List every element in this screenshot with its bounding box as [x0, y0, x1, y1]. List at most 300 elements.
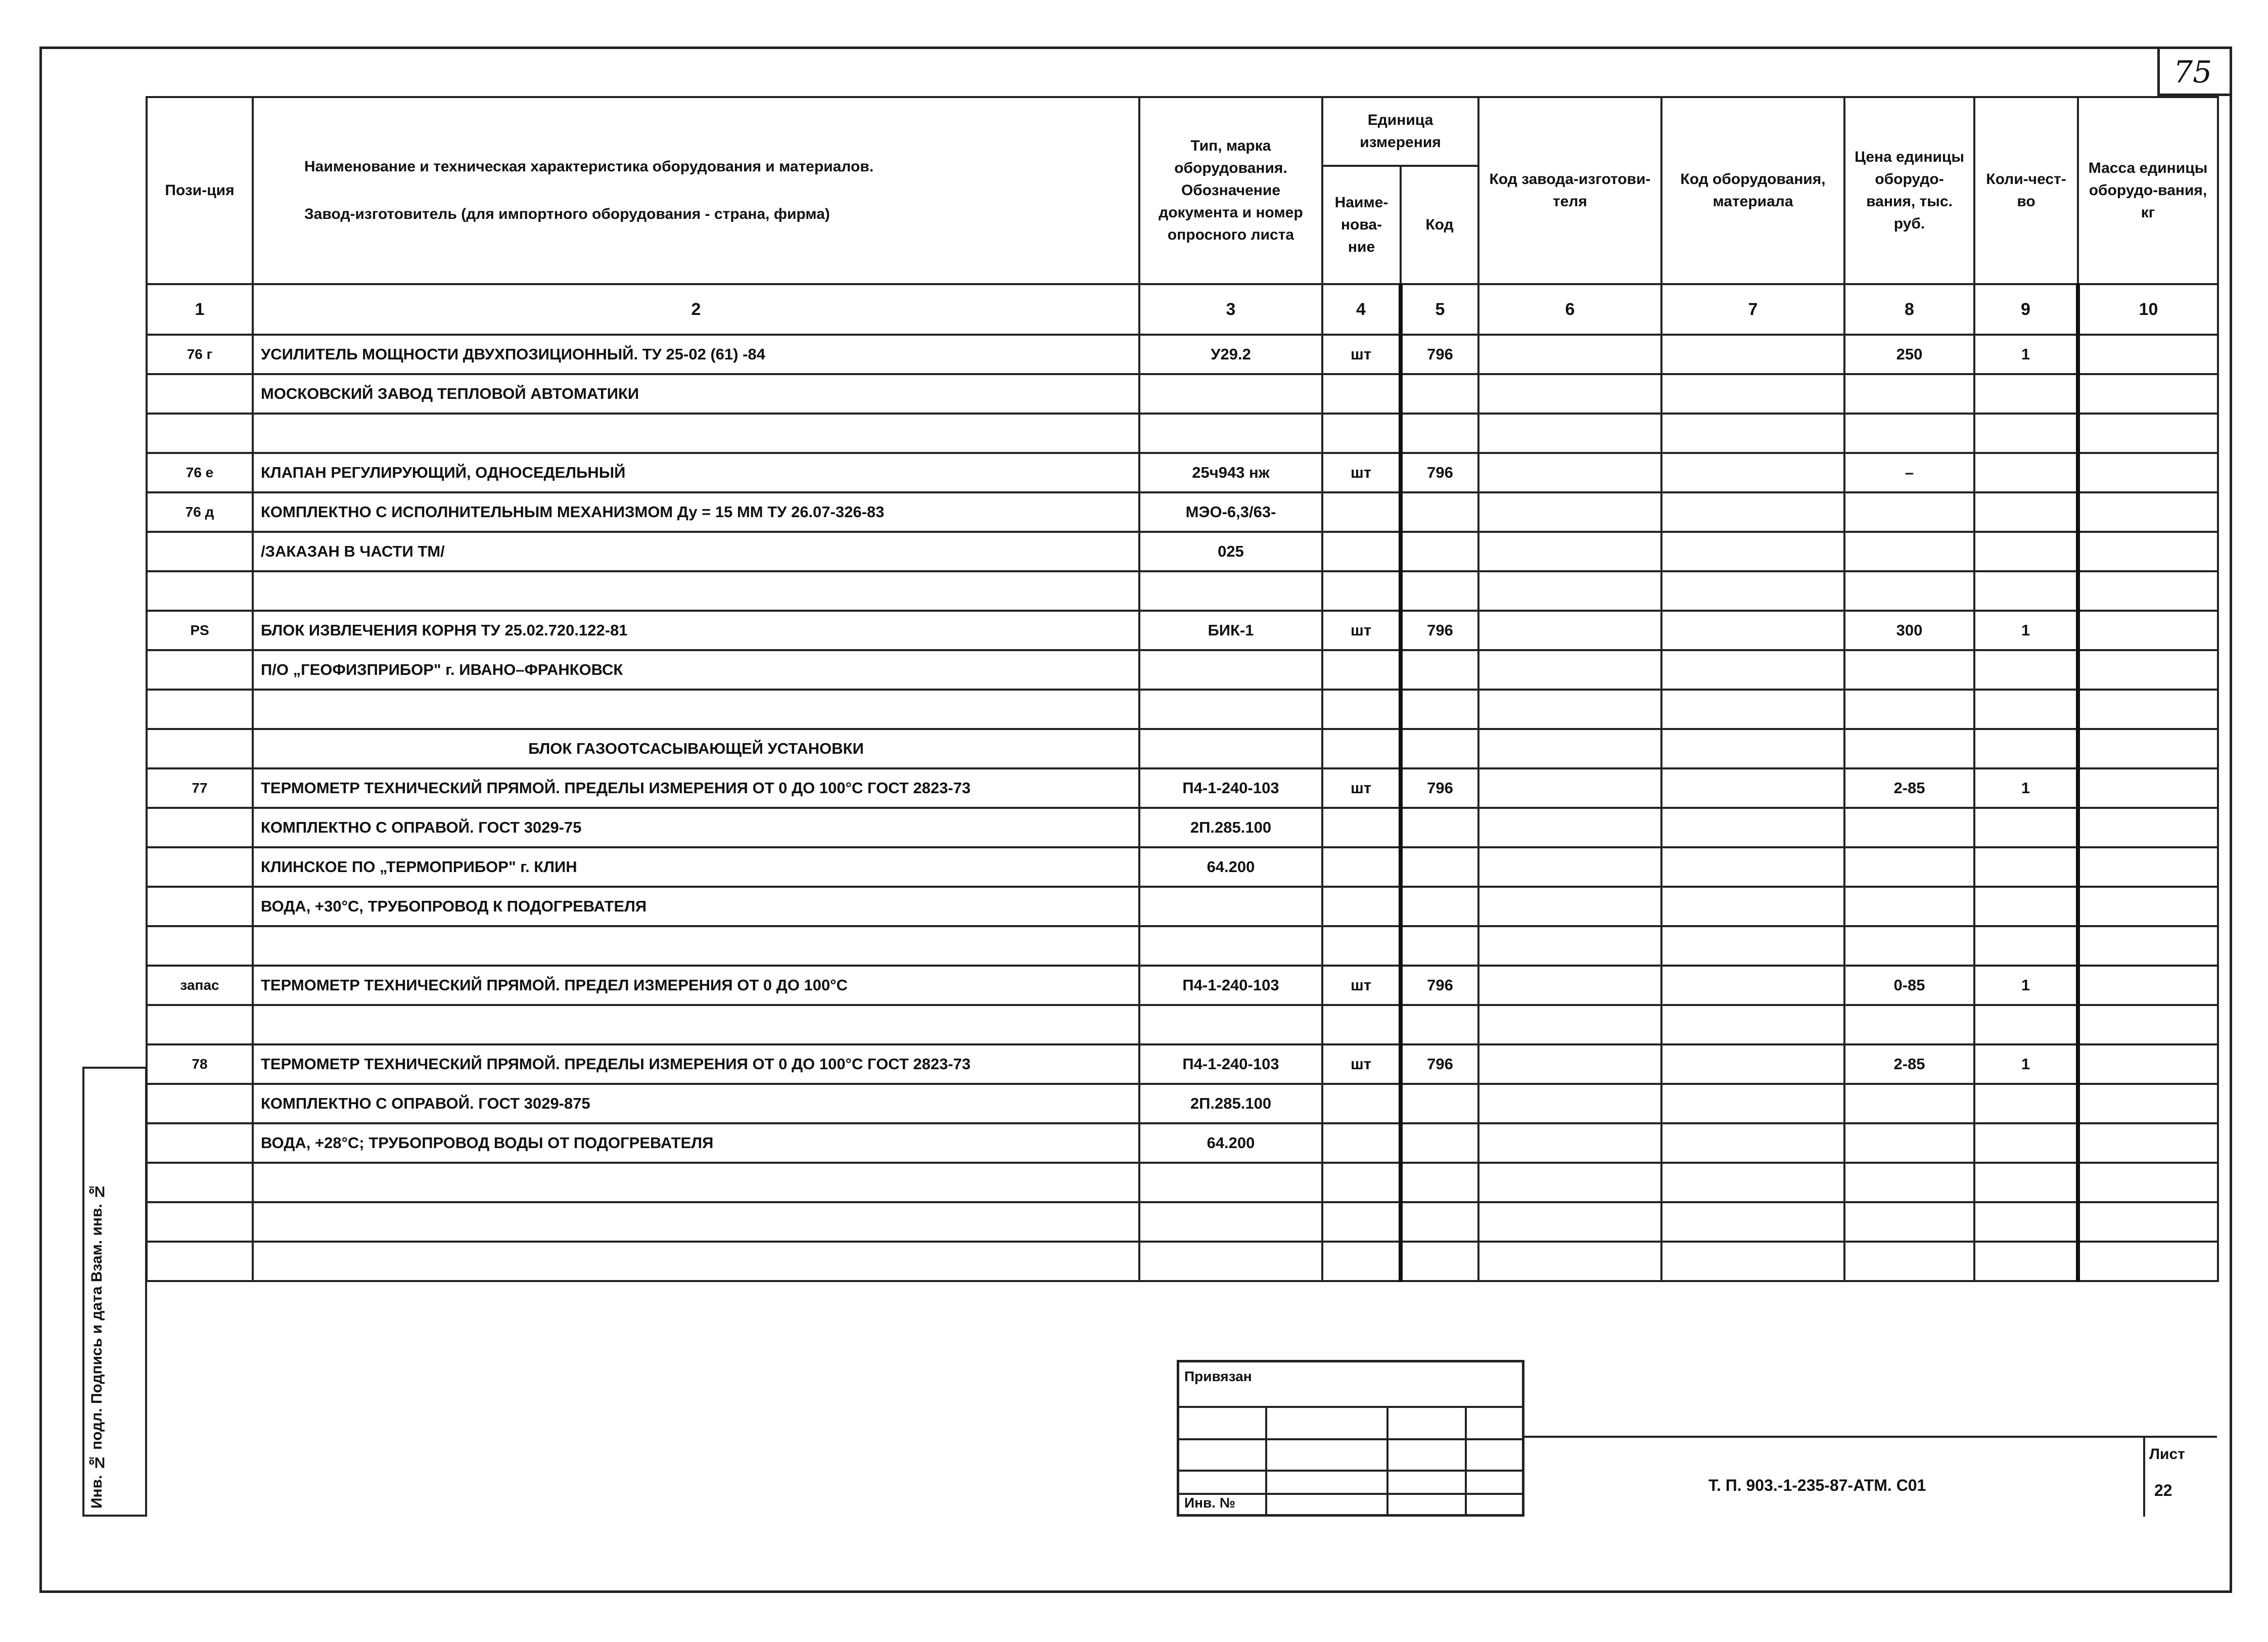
- cell-name: КЛАПАН РЕГУЛИРУЮЩИЙ, ОДНОСЕДЕЛЬНЫЙ: [253, 453, 1139, 492]
- cell-factory-code: [1478, 335, 1661, 374]
- cell-unit-code: [1401, 374, 1478, 414]
- cell-unit-code: [1401, 571, 1478, 611]
- cell-unit: [1322, 374, 1401, 414]
- cell-type: [1139, 926, 1322, 966]
- header-unit-code: Код: [1401, 166, 1478, 284]
- cell-mass: [2078, 887, 2218, 926]
- cell-factory-code: [1478, 1202, 1661, 1242]
- cell-mass: [2078, 966, 2218, 1005]
- cell-unit: [1322, 650, 1401, 690]
- column-number: 4: [1322, 284, 1401, 335]
- cell-mass: [2078, 532, 2218, 571]
- cell-mass: [2078, 729, 2218, 768]
- cell-type: [1139, 887, 1322, 926]
- table-row: [147, 729, 2218, 768]
- table-row: [147, 966, 2218, 1005]
- cell-type: П4-1-240-103: [1139, 966, 1322, 1005]
- cell-equipment-code: [1661, 1084, 1844, 1123]
- cell-position: [147, 571, 253, 611]
- cell-equipment-code: [1661, 1123, 1844, 1163]
- cell-price: [1844, 1005, 1974, 1044]
- column-numbers-row: [147, 284, 2218, 335]
- cell-equipment-code: [1661, 847, 1844, 887]
- cell-quantity: [1974, 847, 2078, 887]
- cell-price: [1844, 729, 1974, 768]
- cell-name: /ЗАКАЗАН В ЧАСТИ ТМ/: [253, 532, 1139, 571]
- cell-factory-code: [1478, 374, 1661, 414]
- cell-quantity: 1: [1974, 611, 2078, 650]
- column-number: 9: [1974, 284, 2078, 335]
- cell-unit: [1322, 887, 1401, 926]
- cell-unit-code: [1401, 690, 1478, 729]
- cell-name: УСИЛИТЕЛЬ МОЩНОСТИ ДВУХПОЗИЦИОННЫЙ. ТУ 25-02 (61) -84: [253, 335, 1139, 374]
- cell-mass: [2078, 1242, 2218, 1281]
- column-number: 1: [147, 284, 253, 335]
- cell-unit: [1322, 808, 1401, 847]
- column-number: 6: [1478, 284, 1661, 335]
- cell-quantity: [1974, 887, 2078, 926]
- cell-mass: [2078, 926, 2218, 966]
- cell-quantity: [1974, 690, 2078, 729]
- cell-position: [147, 374, 253, 414]
- header-type: Тип, марка оборудования. Обозначение документа и номер опросного листа: [1139, 97, 1322, 284]
- cell-unit-code: [1401, 1242, 1478, 1281]
- cell-unit: шт: [1322, 966, 1401, 1005]
- cell-price: [1844, 887, 1974, 926]
- cell-price: [1844, 847, 1974, 887]
- cell-unit-code: [1401, 1123, 1478, 1163]
- cell-factory-code: [1478, 650, 1661, 690]
- cell-price: [1844, 1084, 1974, 1123]
- cell-type: 025: [1139, 532, 1322, 571]
- cell-unit: [1322, 690, 1401, 729]
- cell-price: [1844, 1163, 1974, 1202]
- cell-equipment-code: [1661, 887, 1844, 926]
- table-row: [147, 571, 2218, 611]
- cell-name: [253, 1163, 1139, 1202]
- cell-quantity: [1974, 1123, 2078, 1163]
- cell-factory-code: [1478, 768, 1661, 808]
- cell-price: [1844, 926, 1974, 966]
- table-row: [147, 650, 2218, 690]
- column-number: 3: [1139, 284, 1322, 335]
- table-row: [147, 1044, 2218, 1084]
- table-row: [147, 374, 2218, 414]
- cell-type: 64.200: [1139, 847, 1322, 887]
- cell-unit-code: 796: [1401, 768, 1478, 808]
- cell-position: [147, 532, 253, 571]
- document-code: Т. П. 903.-1-235-87-АТМ. С01: [1708, 1476, 1926, 1494]
- cell-name: ТЕРМОМЕТР ТЕХНИЧЕСКИЙ ПРЯМОЙ. ПРЕДЕЛЫ ИЗМЕРЕНИЯ ОТ 0 ДО 100°С ГОСТ 2823-73: [253, 768, 1139, 808]
- cell-type: [1139, 650, 1322, 690]
- cell-factory-code: [1478, 926, 1661, 966]
- cell-position: [147, 729, 253, 768]
- cell-position: [147, 690, 253, 729]
- cell-mass: [2078, 414, 2218, 453]
- cell-name: МОСКОВСКИЙ ЗАВОД ТЕПЛОВОЙ АВТОМАТИКИ: [253, 374, 1139, 414]
- table-row: [147, 1123, 2218, 1163]
- header-equipment-code: Код оборудования, материала: [1661, 97, 1844, 284]
- cell-quantity: [1974, 571, 2078, 611]
- cell-type: [1139, 1005, 1322, 1044]
- cell-quantity: [1974, 492, 2078, 532]
- cell-mass: [2078, 690, 2218, 729]
- header-unit-name: Наиме-нова-ние: [1322, 166, 1401, 284]
- header-position: Пози-ция: [147, 97, 253, 284]
- table-row: [147, 492, 2218, 532]
- cell-unit-code: [1401, 887, 1478, 926]
- cell-quantity: [1974, 808, 2078, 847]
- cell-type: [1139, 1202, 1322, 1242]
- cell-price: [1844, 650, 1974, 690]
- cell-name: [253, 414, 1139, 453]
- table-row: [147, 847, 2218, 887]
- cell-position: [147, 1123, 253, 1163]
- table-row: [147, 532, 2218, 571]
- cell-equipment-code: [1661, 414, 1844, 453]
- cell-mass: [2078, 335, 2218, 374]
- cell-unit: [1322, 1123, 1401, 1163]
- cell-unit-code: [1401, 492, 1478, 532]
- table-row: [147, 414, 2218, 453]
- cell-type: [1139, 414, 1322, 453]
- cell-mass: [2078, 611, 2218, 650]
- cell-unit: шт: [1322, 335, 1401, 374]
- cell-mass: [2078, 768, 2218, 808]
- cell-unit-code: [1401, 926, 1478, 966]
- cell-factory-code: [1478, 887, 1661, 926]
- cell-type: П4-1-240-103: [1139, 768, 1322, 808]
- cell-unit: шт: [1322, 453, 1401, 492]
- cell-position: 76 г: [147, 335, 253, 374]
- cell-mass: [2078, 571, 2218, 611]
- cell-unit: [1322, 532, 1401, 571]
- cell-mass: [2078, 453, 2218, 492]
- cell-name: ТЕРМОМЕТР ТЕХНИЧЕСКИЙ ПРЯМОЙ. ПРЕДЕЛ ИЗМЕРЕНИЯ ОТ 0 ДО 100°С: [253, 966, 1139, 1005]
- cell-unit: [1322, 1163, 1401, 1202]
- cell-position: [147, 847, 253, 887]
- cell-unit: [1322, 1084, 1401, 1123]
- table-row: [147, 690, 2218, 729]
- cell-mass: [2078, 492, 2218, 532]
- cell-type: [1139, 374, 1322, 414]
- cell-price: [1844, 1123, 1974, 1163]
- header-name: [253, 97, 1139, 284]
- cell-mass: [2078, 1044, 2218, 1084]
- cell-price: [1844, 571, 1974, 611]
- cell-equipment-code: [1661, 335, 1844, 374]
- cell-factory-code: [1478, 492, 1661, 532]
- page-number: 75: [2173, 55, 2212, 90]
- cell-name: ВОДА, +28°С; ТРУБОПРОВОД ВОДЫ ОТ ПОДОГРЕВАТЕЛЯ: [253, 1123, 1139, 1163]
- cell-equipment-code: [1661, 1005, 1844, 1044]
- cell-name: БЛОК ГАЗООТСАСЫВАЮЩЕЙ УСТАНОВКИ: [253, 729, 1139, 768]
- cell-equipment-code: [1661, 729, 1844, 768]
- cell-factory-code: [1478, 690, 1661, 729]
- cell-mass: [2078, 1202, 2218, 1242]
- column-number: 5: [1401, 284, 1478, 335]
- cell-factory-code: [1478, 1242, 1661, 1281]
- table-row: [147, 926, 2218, 966]
- table-row: [147, 1202, 2218, 1242]
- cell-name: [253, 571, 1139, 611]
- cell-factory-code: [1478, 966, 1661, 1005]
- column-number: 10: [2078, 284, 2218, 335]
- sheet-label: Лист: [2149, 1446, 2185, 1463]
- cell-type: У29.2: [1139, 335, 1322, 374]
- cell-price: [1844, 492, 1974, 532]
- cell-position: [147, 887, 253, 926]
- doc-divider: [1524, 1436, 2217, 1438]
- cell-unit-code: 796: [1401, 966, 1478, 1005]
- cell-unit: шт: [1322, 611, 1401, 650]
- cell-unit: [1322, 571, 1401, 611]
- cell-position: [147, 1084, 253, 1123]
- cell-factory-code: [1478, 414, 1661, 453]
- table-row: [147, 335, 2218, 374]
- cell-unit-code: [1401, 414, 1478, 453]
- cell-mass: [2078, 1084, 2218, 1123]
- cell-factory-code: [1478, 453, 1661, 492]
- cell-factory-code: [1478, 1123, 1661, 1163]
- cell-factory-code: [1478, 729, 1661, 768]
- cell-equipment-code: [1661, 492, 1844, 532]
- table-row: [147, 808, 2218, 847]
- cell-price: 2-85: [1844, 768, 1974, 808]
- cell-position: [147, 926, 253, 966]
- cell-equipment-code: [1661, 768, 1844, 808]
- cell-name: [253, 1005, 1139, 1044]
- header-name-line2: Завод-изготовитель (для импортного оборудования - страна, фирма): [304, 206, 830, 222]
- cell-name: ТЕРМОМЕТР ТЕХНИЧЕСКИЙ ПРЯМОЙ. ПРЕДЕЛЫ ИЗМЕРЕНИЯ ОТ 0 ДО 100°С ГОСТ 2823-73: [253, 1044, 1139, 1084]
- cell-quantity: [1974, 532, 2078, 571]
- title-block: [1177, 1360, 1524, 1517]
- cell-mass: [2078, 1005, 2218, 1044]
- cell-price: [1844, 808, 1974, 847]
- cell-mass: [2078, 847, 2218, 887]
- cell-unit: [1322, 847, 1401, 887]
- sheet-number: 22: [2154, 1481, 2172, 1499]
- cell-quantity: 1: [1974, 768, 2078, 808]
- cell-position: [147, 414, 253, 453]
- column-number: 8: [1844, 284, 1974, 335]
- cell-unit-code: [1401, 847, 1478, 887]
- cell-unit: [1322, 1242, 1401, 1281]
- cell-price: –: [1844, 453, 1974, 492]
- cell-price: [1844, 374, 1974, 414]
- cell-position: запас: [147, 966, 253, 1005]
- cell-factory-code: [1478, 1044, 1661, 1084]
- cell-mass: [2078, 1163, 2218, 1202]
- column-number: 2: [253, 284, 1139, 335]
- cell-price: 0-85: [1844, 966, 1974, 1005]
- cell-equipment-code: [1661, 1202, 1844, 1242]
- cell-quantity: 1: [1974, 1044, 2078, 1084]
- cell-price: 250: [1844, 335, 1974, 374]
- cell-unit: [1322, 492, 1401, 532]
- cell-type: [1139, 1242, 1322, 1281]
- cell-quantity: [1974, 650, 2078, 690]
- table-row: [147, 1084, 2218, 1123]
- cell-position: [147, 1005, 253, 1044]
- cell-equipment-code: [1661, 808, 1844, 847]
- cell-name: КЛИНСКОЕ ПО „ТЕРМОПРИБОР" г. КЛИН: [253, 847, 1139, 887]
- cell-quantity: [1974, 414, 2078, 453]
- specification-table: [146, 96, 2219, 1282]
- cell-equipment-code: [1661, 374, 1844, 414]
- table-row: [147, 453, 2218, 492]
- header-quantity: Коли-чест-во: [1974, 97, 2078, 284]
- cell-name: [253, 690, 1139, 729]
- table-body: [147, 284, 2218, 1281]
- table-row: [147, 1005, 2218, 1044]
- cell-unit-code: 796: [1401, 453, 1478, 492]
- cell-unit-code: [1401, 1005, 1478, 1044]
- cell-price: [1844, 1242, 1974, 1281]
- cell-equipment-code: [1661, 1044, 1844, 1084]
- cell-name: П/О „ГЕОФИЗПРИБОР" г. ИВАНО–ФРАНКОВСК: [253, 650, 1139, 690]
- table-row: [147, 1242, 2218, 1281]
- cell-quantity: [1974, 926, 2078, 966]
- bound-label: Привязан: [1184, 1369, 1252, 1384]
- cell-position: PS: [147, 611, 253, 650]
- header-mass: Масса единицы оборудо-вания, кг: [2078, 97, 2218, 284]
- header-factory-code: Код завода-изготови-теля: [1478, 97, 1661, 284]
- cell-equipment-code: [1661, 1242, 1844, 1281]
- inventory-label: Инв. №: [1184, 1495, 1236, 1511]
- cell-unit-code: 796: [1401, 335, 1478, 374]
- cell-factory-code: [1478, 1005, 1661, 1044]
- cell-position: [147, 808, 253, 847]
- cell-unit: шт: [1322, 1044, 1401, 1084]
- cell-price: [1844, 532, 1974, 571]
- cell-unit: [1322, 926, 1401, 966]
- cell-position: [147, 1202, 253, 1242]
- column-number: 7: [1661, 284, 1844, 335]
- cell-name: [253, 1202, 1139, 1242]
- cell-type: 2П.285.100: [1139, 1084, 1322, 1123]
- cell-factory-code: [1478, 1084, 1661, 1123]
- cell-quantity: [1974, 1242, 2078, 1281]
- cell-unit-code: 796: [1401, 1044, 1478, 1084]
- cell-unit: [1322, 414, 1401, 453]
- cell-mass: [2078, 374, 2218, 414]
- cell-position: [147, 1163, 253, 1202]
- cell-factory-code: [1478, 571, 1661, 611]
- cell-equipment-code: [1661, 532, 1844, 571]
- cell-unit-code: [1401, 650, 1478, 690]
- cell-quantity: [1974, 729, 2078, 768]
- left-stamp: [82, 1067, 147, 1517]
- cell-factory-code: [1478, 1163, 1661, 1202]
- cell-mass: [2078, 808, 2218, 847]
- cell-quantity: [1974, 1163, 2078, 1202]
- cell-factory-code: [1478, 532, 1661, 571]
- cell-position: [147, 650, 253, 690]
- cell-name: КОМПЛЕКТНО С ОПРАВОЙ. ГОСТ 3029-75: [253, 808, 1139, 847]
- cell-position: 76 е: [147, 453, 253, 492]
- cell-unit-code: [1401, 808, 1478, 847]
- cell-price: 300: [1844, 611, 1974, 650]
- cell-position: 77: [147, 768, 253, 808]
- cell-type: [1139, 729, 1322, 768]
- header-price: Цена единицы оборудо-вания, тыс. руб.: [1844, 97, 1974, 284]
- cell-equipment-code: [1661, 926, 1844, 966]
- cell-position: 76 д: [147, 492, 253, 532]
- cell-unit-code: [1401, 1084, 1478, 1123]
- cell-equipment-code: [1661, 650, 1844, 690]
- cell-factory-code: [1478, 808, 1661, 847]
- cell-type: [1139, 1163, 1322, 1202]
- table-row: [147, 1163, 2218, 1202]
- cell-type: БИК-1: [1139, 611, 1322, 650]
- cell-type: 2П.285.100: [1139, 808, 1322, 847]
- cell-name: БЛОК ИЗВЛЕЧЕНИЯ КОРНЯ ТУ 25.02.720.122-81: [253, 611, 1139, 650]
- table-row: [147, 768, 2218, 808]
- cell-equipment-code: [1661, 611, 1844, 650]
- cell-quantity: 1: [1974, 966, 2078, 1005]
- cell-mass: [2078, 1123, 2218, 1163]
- cell-name: [253, 926, 1139, 966]
- header-unit: Единица измерения: [1322, 97, 1478, 166]
- cell-equipment-code: [1661, 690, 1844, 729]
- cell-quantity: [1974, 1084, 2078, 1123]
- cell-type: МЭО-6,3/63-: [1139, 492, 1322, 532]
- cell-quantity: [1974, 1005, 2078, 1044]
- cell-name: КОМПЛЕКТНО С ОПРАВОЙ. ГОСТ 3029-875: [253, 1084, 1139, 1123]
- cell-price: 2-85: [1844, 1044, 1974, 1084]
- cell-equipment-code: [1661, 1163, 1844, 1202]
- header-name-line1: Наименование и техническая характеристика оборудования и материалов.: [304, 158, 874, 175]
- cell-mass: [2078, 650, 2218, 690]
- cell-position: [147, 1242, 253, 1281]
- cell-unit: [1322, 1202, 1401, 1242]
- cell-type: [1139, 690, 1322, 729]
- cell-name: [253, 1242, 1139, 1281]
- cell-unit: [1322, 1005, 1401, 1044]
- cell-equipment-code: [1661, 966, 1844, 1005]
- cell-quantity: [1974, 453, 2078, 492]
- cell-unit-code: [1401, 1202, 1478, 1242]
- cell-unit-code: 796: [1401, 611, 1478, 650]
- cell-price: [1844, 414, 1974, 453]
- cell-price: [1844, 1202, 1974, 1242]
- cell-type: 64.200: [1139, 1123, 1322, 1163]
- left-stamp-text: Инв. № подл. Подпись и дата Взам. инв. №: [88, 1182, 105, 1509]
- table-row: [147, 611, 2218, 650]
- cell-type: П4-1-240-103: [1139, 1044, 1322, 1084]
- cell-quantity: [1974, 374, 2078, 414]
- cell-quantity: [1974, 1202, 2078, 1242]
- cell-unit-code: [1401, 729, 1478, 768]
- cell-unit: [1322, 729, 1401, 768]
- cell-unit: шт: [1322, 768, 1401, 808]
- cell-type: [1139, 571, 1322, 611]
- cell-type: 25ч943 нж: [1139, 453, 1322, 492]
- cell-name: ВОДА, +30°С, ТРУБОПРОВОД К ПОДОГРЕВАТЕЛЯ: [253, 887, 1139, 926]
- cell-unit-code: [1401, 532, 1478, 571]
- cell-factory-code: [1478, 847, 1661, 887]
- cell-equipment-code: [1661, 453, 1844, 492]
- cell-name: КОМПЛЕКТНО С ИСПОЛНИТЕЛЬНЫМ МЕХАНИЗМОМ Ду = 15 ММ ТУ 26.07-326-83: [253, 492, 1139, 532]
- cell-unit-code: [1401, 1163, 1478, 1202]
- cell-quantity: 1: [1974, 335, 2078, 374]
- cell-price: [1844, 690, 1974, 729]
- cell-position: 78: [147, 1044, 253, 1084]
- table-row: [147, 887, 2218, 926]
- cell-factory-code: [1478, 611, 1661, 650]
- cell-equipment-code: [1661, 571, 1844, 611]
